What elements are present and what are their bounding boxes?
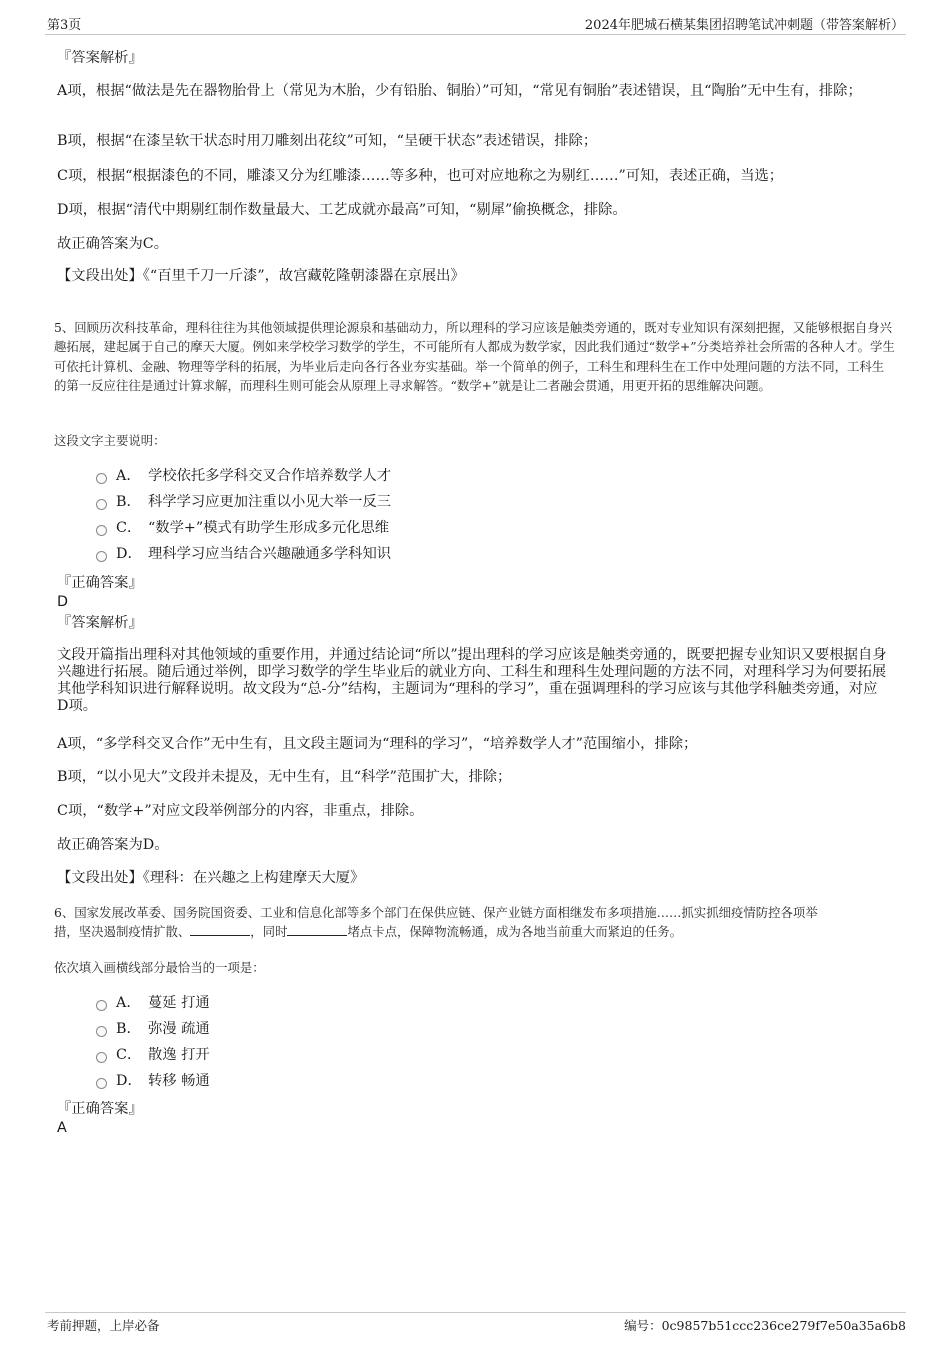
question-5-option-d[interactable]: D． 理科学习应当结合兴趣融通多学科知识: [96, 543, 391, 565]
analysis-option-a: A项，“多学科交叉合作”无中生有，且文段主题词为“理科的学习”，“培养数学人才”范围缩小，排除；: [57, 736, 698, 752]
analysis-option-b: B项，根据“在漆呈软干状态时用刀雕刻出花纹”可知，“呈硬干状态”表述错误，排除；: [57, 133, 598, 149]
page-footer: [45, 1312, 906, 1333]
page-header: [45, 14, 906, 35]
radio-button[interactable]: [96, 551, 107, 562]
analysis-body: 文段开篇指出理科对其他领域的重要作用，并通过结论词“所以”提出理科的学习应该是触类旁通的，既要把握专业知识又要根据自身兴趣进行拓展。随后通过举例，即学习数学的学生毕业后的就业方向、工科生和理科生处理问题的方法不同，对理科学习为何要拓展其他学科知识进行解释说明。故文段为“总-分”结构，主题词为“理科的学习”，重在强调理科的学习应该与其他学科触类旁通，对应D项。: [57, 647, 887, 714]
correct-answer: A: [57, 1120, 67, 1136]
radio-button[interactable]: [96, 525, 107, 536]
question-5-option-c[interactable]: C． “数学+”模式有助学生形成多元化思维: [96, 517, 389, 539]
question-5-prompt: 这段文字主要说明：: [54, 433, 166, 448]
question-6-option-a[interactable]: A． 蔓延 打通: [96, 992, 210, 1014]
analysis-option-d: D项，根据“清代中期剔红制作数量最大、工艺成就亦最高”可知，“剔犀”偷换概念，排除。: [57, 202, 627, 218]
analysis-option-b: B项，“以小见大”文段并未提及，无中生有，且“科学”范围扩大，排除；: [57, 769, 512, 785]
footer-slogan: 考前押题，上岸必备: [47, 1318, 160, 1333]
radio-button[interactable]: [96, 1078, 107, 1089]
source-citation: 【文段出处】《理科：在兴趣之上构建摩天大厦》: [57, 870, 365, 886]
answer-label: 『正确答案』: [57, 575, 143, 591]
page-number: 第3页: [47, 18, 82, 33]
question-6-stem: 6、国家发展改革委、国务院国资委、工业和信息化部等多个部门在保供应链、保产业链方面相继发布多项措施……抓实抓细疫情防控各项举 措，坚决遏制疫情扩散、 ，同时 堵点卡点，保障物流畅通，成为各地当前重大而紧迫的任务。: [54, 905, 818, 940]
analysis-option-a: A项，根据“做法是先在器物胎骨上（常见为木胎，少有铅胎、铜胎）”可知，“常见有铜胎”表述错误，且“陶胎”无中生有，排除；: [57, 83, 862, 99]
question-5-option-a[interactable]: A． 学校依托多学科交叉合作培养数学人才: [96, 465, 391, 487]
analysis-conclusion: 故正确答案为C。: [57, 236, 169, 252]
analysis-option-c: C项，根据“根据漆色的不同，雕漆又分为红雕漆……等多种，也可对应地称之为剔红……”可知，表述正确，当选；: [57, 168, 784, 184]
fill-blank[interactable]: [190, 923, 250, 936]
question-6-option-b[interactable]: B． 弥漫 疏通: [96, 1018, 210, 1040]
document-title: 2024年肥城石横某集团招聘笔试冲刺题（带答案解析）: [584, 18, 904, 33]
question-5-stem: 5、回顾历次科技革命，理科往往为其他领域提供理论源泉和基础动力，所以理科的学习应该是触类旁通的，既对专业知识有深刻把握，又能够根据自身兴趣拓展，建起属于自己的摩天大厦。例如来学校学习数学的学生，不可能所有人都成为数学家，因此我们通过“数学+”分类培养社会所需的各种人才。学生可依托计算机、金融、物理等学科的拓展，为毕业后走向各行各业夯实基础。举一个简单的例子，工科生和理科生在工作中处理问题的方法不同，工科生的第一反应往往是通过计算求解，而理科生则可能会从原理上寻求解答。“数学+”就是让二者融会贯通，用更开拓的思维解决问题。: [54, 320, 895, 393]
question-6-prompt: 依次填入画横线部分最恰当的一项是：: [54, 960, 265, 975]
radio-button[interactable]: [96, 1052, 107, 1063]
document-id: 编号：0c9857b51ccc236ce279f7e50a35a6b8: [624, 1318, 906, 1333]
radio-button[interactable]: [96, 473, 107, 484]
analysis-label: 『答案解析』: [57, 615, 143, 631]
fill-blank[interactable]: [287, 923, 347, 936]
analysis-option-c: C项，“数学+”对应文段举例部分的内容，非重点，排除。: [57, 803, 424, 819]
answer-label: 『正确答案』: [57, 1101, 143, 1117]
radio-button[interactable]: [96, 499, 107, 510]
question-6-option-d[interactable]: D． 转移 畅通: [96, 1070, 210, 1092]
question-6-option-c[interactable]: C． 散逸 打开: [96, 1044, 210, 1066]
radio-button[interactable]: [96, 1000, 107, 1011]
analysis-label: 『答案解析』: [57, 50, 143, 66]
radio-button[interactable]: [96, 1026, 107, 1037]
correct-answer: D: [57, 594, 69, 610]
source-citation: 【文段出处】《“百里千刀一斤漆”，故宫藏乾隆朝漆器在京展出》: [57, 268, 465, 284]
analysis-conclusion: 故正确答案为D。: [57, 837, 169, 853]
question-5-option-b[interactable]: B． 科学学习应更加注重以小见大举一反三: [96, 491, 391, 513]
